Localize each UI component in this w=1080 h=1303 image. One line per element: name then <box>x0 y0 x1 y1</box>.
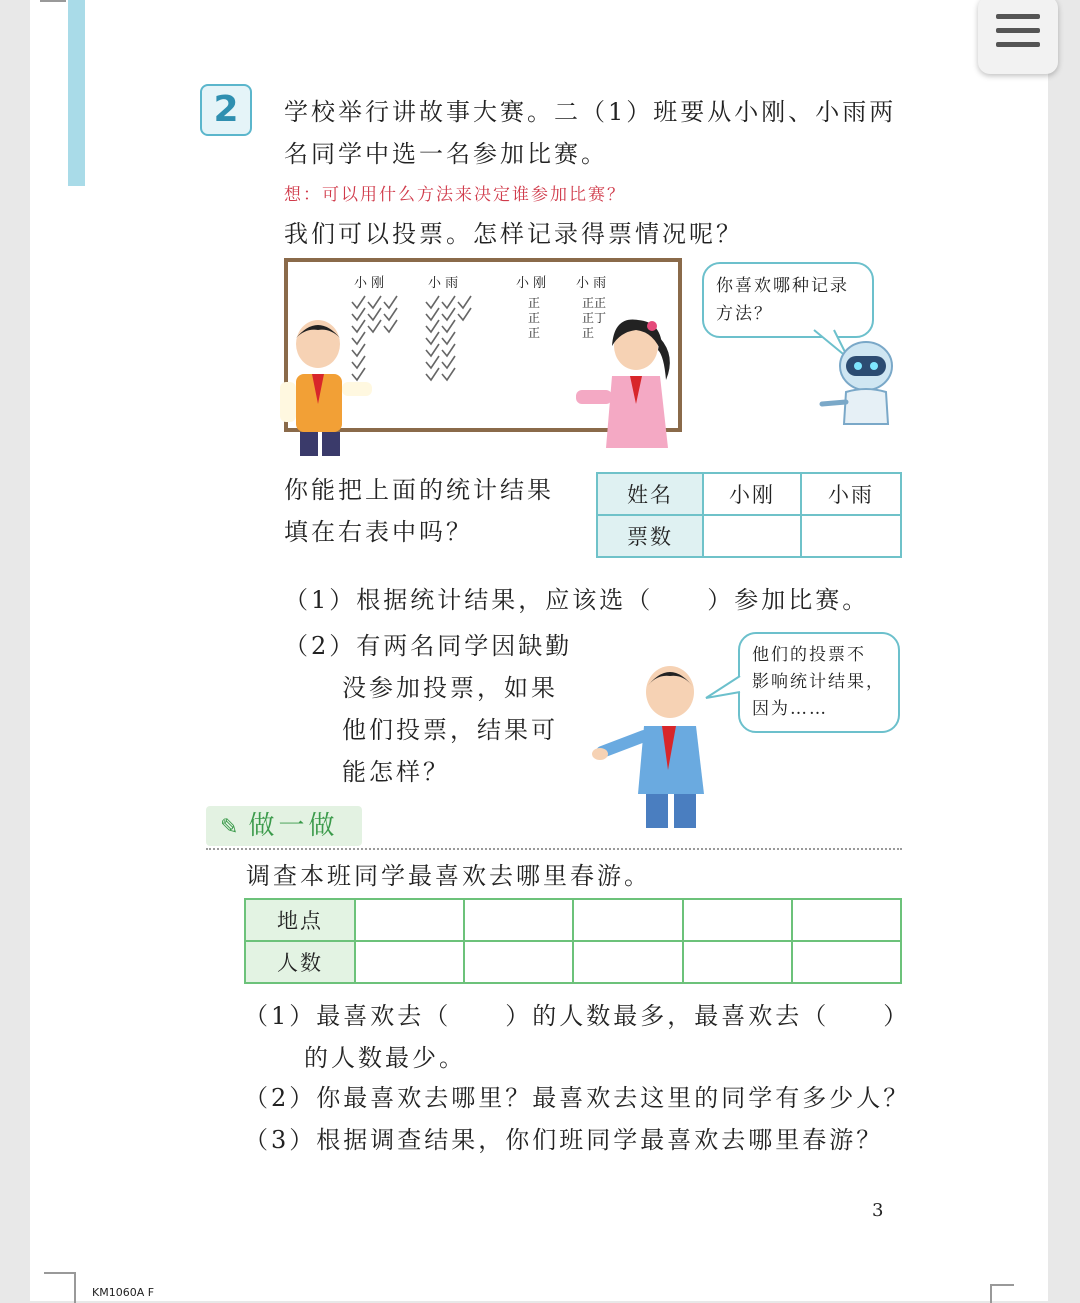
vote-cell-xiaoyu[interactable] <box>801 515 901 557</box>
robot-speech-bubble <box>702 262 874 338</box>
do-it-title: 做一做 <box>248 811 339 841</box>
survey-cell[interactable] <box>683 899 792 941</box>
survey-row-place: 地点 <box>245 899 355 941</box>
boy-bubble-line1: 他们的投票不 <box>752 645 866 665</box>
survey-question-1-line1: （1）最喜欢去（ ）的人数最多，最喜欢去（ ） <box>244 1002 911 1030</box>
survey-cell[interactable] <box>792 941 901 983</box>
fill-prompt-line1: 你能把上面的统计结果 <box>284 476 554 504</box>
boy-speech-bubble <box>738 632 900 733</box>
pencil-icon: ✎ <box>220 815 243 840</box>
survey-cell[interactable] <box>573 899 682 941</box>
robot-bubble-line1: 你喜欢哪种记录 <box>716 276 849 296</box>
survey-table <box>244 898 902 984</box>
tally-left-2: 正 <box>528 311 541 325</box>
board-col-xiaoyu: 小 雨 <box>428 276 459 291</box>
bubble-tail-2 <box>704 672 742 702</box>
tally-right-3: 正 <box>582 326 595 340</box>
margin-strip <box>68 0 85 186</box>
survey-cell[interactable] <box>683 941 792 983</box>
board-col-xiaogang-2: 小 刚 <box>516 276 547 291</box>
survey-cell[interactable] <box>573 941 682 983</box>
survey-cell[interactable] <box>464 941 573 983</box>
crop-mark-bottom-left <box>44 1272 76 1303</box>
vote-cell-xiaogang[interactable] <box>703 515 801 557</box>
question-2-line2: 没参加投票，如果 <box>342 674 558 702</box>
boy-illustration <box>278 316 388 458</box>
survey-cell[interactable] <box>355 941 464 983</box>
menu-icon <box>996 14 1040 19</box>
dotted-divider <box>206 848 902 850</box>
problem-line2: 名同学中选一名参加比赛。 <box>284 140 608 168</box>
page-number: 3 <box>872 1200 884 1221</box>
boy-bubble-line2: 影响统计结果， <box>752 672 885 692</box>
boy-bubble-line3: 因为…… <box>752 699 828 719</box>
hint-text: 想：可以用什么方法来决定谁参加比赛？ <box>284 185 626 205</box>
footer-code: KM1060A F <box>92 1286 155 1299</box>
menu-icon-bar <box>996 42 1040 47</box>
question-2-line1: （2）有两名同学因缺勤 <box>284 632 573 660</box>
menu-button[interactable] <box>978 0 1058 74</box>
do-it-banner <box>206 806 362 846</box>
problem-number: 2 <box>200 84 252 136</box>
robot-icon <box>818 336 900 426</box>
survey-question-2: （2）你最喜欢去哪里？最喜欢去这里的同学有多少人？ <box>244 1084 911 1112</box>
tally-right-1: 正正 <box>582 296 607 310</box>
crop-mark-bottom-right <box>990 1284 1014 1303</box>
vote-table <box>596 472 902 558</box>
tally-left-3: 正 <box>528 326 541 340</box>
vote-table-header-xiaoyu: 小雨 <box>801 473 901 515</box>
survey-cell[interactable] <box>464 899 573 941</box>
board-col-xiaogang: 小 刚 <box>354 276 385 291</box>
problem-line1: 学校举行讲故事大赛。二（1）班要从小刚、小雨两 <box>284 98 897 126</box>
crop-mark-top <box>40 0 66 2</box>
robot-bubble-line2: 方法？ <box>716 304 773 324</box>
survey-cell[interactable] <box>792 899 901 941</box>
survey-question-3: （3）根据调查结果，你们班同学最喜欢去哪里春游？ <box>244 1126 884 1154</box>
board-col-xiaoyu-2: 小 雨 <box>576 276 607 291</box>
fill-prompt-line2: 填在右表中吗？ <box>284 518 473 546</box>
survey-intro: 调查本班同学最喜欢去哪里春游。 <box>246 862 651 890</box>
vote-table-header-xiaogang: 小刚 <box>703 473 801 515</box>
question-1: （1）根据统计结果，应该选（ ）参加比赛。 <box>284 586 870 614</box>
question-text: 我们可以投票。怎样记录得票情况呢？ <box>284 220 743 248</box>
survey-question-1-line2: 的人数最少。 <box>304 1044 466 1072</box>
survey-cell[interactable] <box>355 899 464 941</box>
menu-icon-bar <box>996 28 1040 33</box>
girl-illustration <box>572 316 682 458</box>
question-2-line4: 能怎样？ <box>342 758 450 786</box>
tally-right-2: 正丁 <box>582 311 607 325</box>
tally-left-1: 正 <box>528 296 541 310</box>
vote-table-row-votes: 票数 <box>597 515 703 557</box>
thinking-boy-illustration <box>592 660 716 830</box>
vote-table-header-name: 姓名 <box>597 473 703 515</box>
survey-row-count: 人数 <box>245 941 355 983</box>
question-2-line3: 他们投票，结果可 <box>342 716 558 744</box>
